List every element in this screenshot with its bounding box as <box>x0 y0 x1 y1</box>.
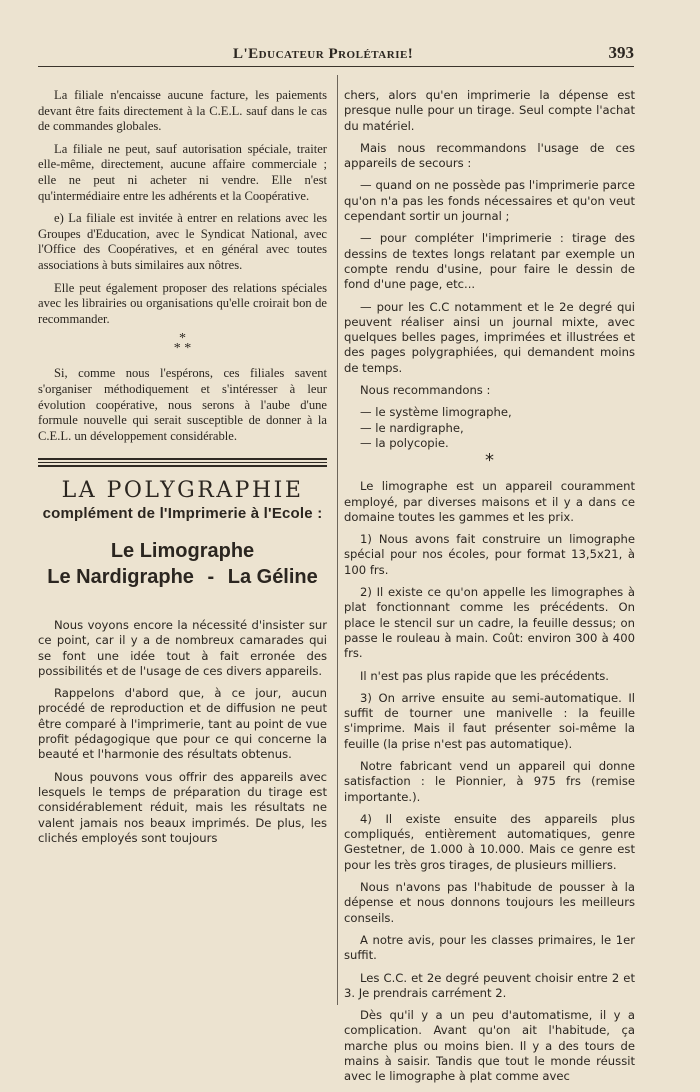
paragraph: Elle peut également proposer des relations spéciales avec les librairies ou organisations qu'elle croirait bon de recommander. <box>38 280 327 326</box>
page-header <box>38 40 634 67</box>
journal-title: L'Educateur Prolétarie! <box>233 46 414 62</box>
paragraph: Nous pouvons vous offrir des appareils avec lesquels le temps de préparation du tirage est considérablement réduit, mais les résultats ne valent jamais nos beaux imprimés. De plus, les clichés employés sont toujours <box>38 769 327 845</box>
paragraph: chers, alors qu'en imprimerie la dépense est presque nulle pour un tirage. Seul compte l'achat du matériel. <box>344 88 635 133</box>
left-column <box>38 88 327 853</box>
list-item: — le nardigraphe, <box>360 420 464 435</box>
paragraph: Nous voyons encore la nécessité d'insister sur ce point, car il y a de nombreux camarades qui se font une idée tout à fait erronée des possibilités et de l'usage de ces divers appareils. <box>38 617 327 678</box>
paragraph: La filiale n'encaisse aucune facture, les paiements devant être faits directement à la C.E.L. sauf dans le cas de commandes globales. <box>38 88 327 134</box>
heading-nardigraphe: Le Nardigraphe <box>47 565 194 588</box>
right-column <box>344 88 635 1092</box>
heading-limographe: Le Limographe <box>110 539 255 562</box>
paragraph: 3) On arrive ensuite au semi-automatique. Il suffit de tourner une manivelle : la feuille s'imprime. Mais il faut présenter soi-même la feuille (la prise n'est pas automatique). <box>344 690 635 751</box>
paragraph: — pour les C.C notamment et le 2e degré qui peuvent réaliser ainsi un journal mixte, avec quelques belles pages, imprimées et illustrées et des pages polygraphiées, qui demandent moins de temps. <box>344 299 635 375</box>
paragraph: — quand on ne possède pas l'imprimerie parce qu'on n'a pas les fonds nécessaires et qu'on veut cependant sortir un journal ; <box>344 178 635 224</box>
heading-separator: - <box>207 565 215 588</box>
paragraph: Il n'est pas plus rapide que les précédents. <box>360 668 609 683</box>
paragraph: Mais nous recommandons l'usage de ces appareils de secours : <box>344 140 635 171</box>
paragraph: Si, comme nous l'espérons, ces filiales savent s'organiser méthodiquement et s'intéresser à leur évolution coopérative, nous serons à l'aube d'une formule nouvelle qui serait susceptible de donner à la C.E.L. un développement considérable. <box>38 366 327 443</box>
paragraph: La filiale ne peut, sauf autorisation spéciale, traiter elle-même, directement, aucune affaire commerciale ; elle ne peut ni acheter ni vendre. Elle n'est qu'intermédiaire entre les adhérents et la Coopérative. <box>38 141 327 203</box>
article-body <box>38 618 327 846</box>
paragraph: 1) Nous avons fait construire un limographe spécial pour nos écoles, pour format 13,5x21, à 100 frs. <box>344 532 635 577</box>
paragraph: e) La filiale est invitée à entrer en relations avec les Groupes d'Education, avec le Syndicat National, avec l'Office des Coopératives, et en général avec toutes associations à buts similaires aux nôtres. <box>38 211 327 272</box>
asterism: * * * <box>173 331 192 357</box>
section-star: * <box>485 450 494 472</box>
list-item: — le système limographe, <box>360 405 512 420</box>
paragraph: Nous n'avons pas l'habitude de pousser à la dépense et nous donnons toujours les meilleurs conseils. <box>344 880 635 925</box>
page-number: 393 <box>608 43 634 62</box>
paragraph: 4) Il existe ensuite des appareils plus compliqués, entièrement automatiques, genre Gestetner, de 1.000 à 10.000. Mais ce genre est pour les très gros tirages, de plusieurs milliers. <box>344 811 635 872</box>
paragraph: A notre avis, pour les classes primaires, le 1er suffit. <box>344 932 635 963</box>
section-rule <box>38 458 327 467</box>
paragraph: Les C.C. et 2e degré peuvent choisir entre 2 et 3. Je prendrais carrément 2. <box>344 970 635 1000</box>
article-title: LA POLYGRAPHIE <box>61 477 304 503</box>
paragraph: Rappelons d'abord que, à ce jour, aucun procédé de reproduction et de diffusion ne peut être comparé à l'imprimerie, tant au point de vue profit pédagogique que pour ce qui concerne la beauté et l'harmonie des résultats obtenus. <box>38 686 327 762</box>
paragraph: — pour compléter l'imprimerie : tirage des dessins de textes longs relatant par exemple un compte rendu d'usine, pour faire le dessin de fond d'une page, etc... <box>344 231 635 292</box>
column-divider <box>337 75 338 1005</box>
heading-nardigraphe-geline <box>38 564 327 590</box>
paragraph: Dès qu'il y a un peu d'automatisme, il y a complication. Avant qu'on ait l'habitude, ça marche plus ou moins bien. Il y a des tours de mains à saisir. Tandis que tout le monde réussit avec le limographe à plat comme avec <box>344 1008 635 1084</box>
article-subtitle: complément de l'Imprimerie à l'Ecole : <box>42 505 323 523</box>
paragraph: Notre fabricant vend un appareil qui donne satisfaction : le Pionnier, à 975 frs (remise importante.). <box>344 758 635 804</box>
paragraph: Le limographe est un appareil couramment employé, par diverses maisons et il y a dans ce domaine toutes les gammes et les prix. <box>344 479 635 524</box>
list-item: — la polycopie. <box>360 435 449 450</box>
paragraph: Nous recommandons : <box>360 383 491 398</box>
paragraph: 2) Il existe ce qu'on appelle les limographes à plat fonctionnant comme les précédents. On place le stencil sur un cadre, la feuille dessus; on passe le rouleau à main. Coût: environ 300 à 400 frs. <box>344 585 635 661</box>
heading-geline: La Géline <box>227 565 318 588</box>
